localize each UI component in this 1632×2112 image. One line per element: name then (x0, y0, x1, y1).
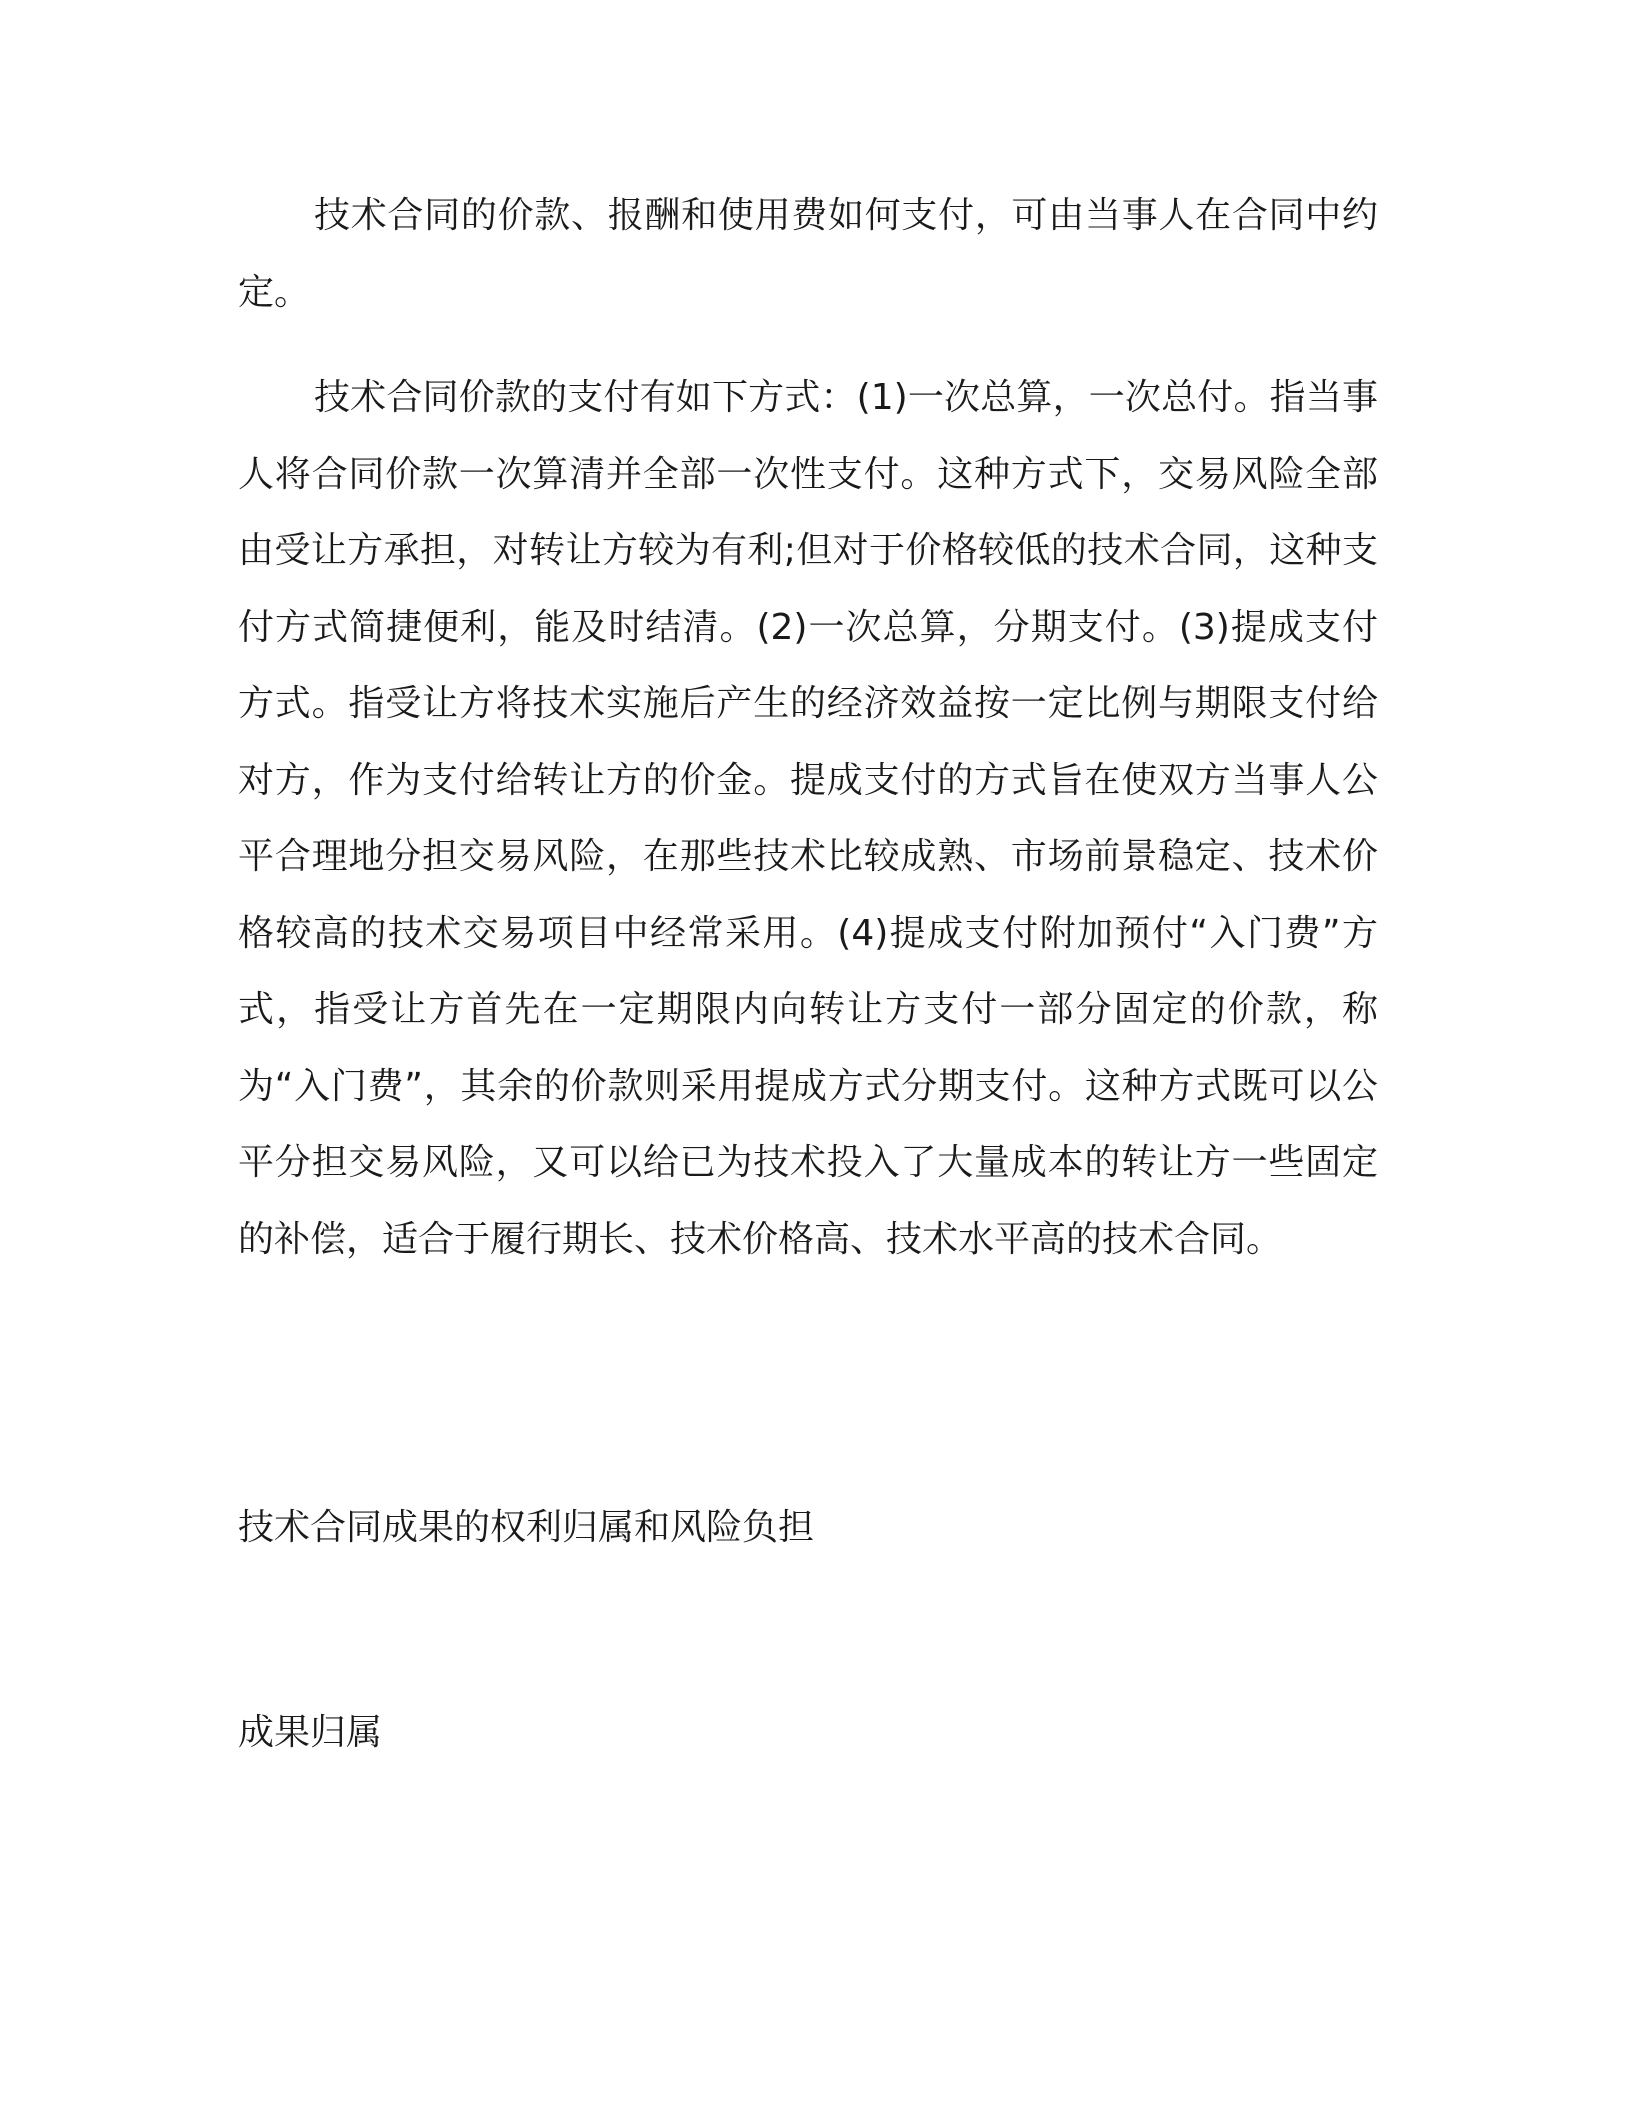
paragraph-payment-methods: 技术合同价款的支付有如下方式：(1)一次总算，一次总付。指当事人将合同价款一次算清并全部一次性支付。这种方式下，交易风险全部由受让方承担，对转让方较为有利;但对于价格较低的技术合同，这种支付方式简捷便利，能及时结清。(2)一次总算，分期支付。(3)提成支付方式。指受让方将技术实施后产生的经济效益按一定比例与期限支付给对方，作为支付给转让方的价金。提成支付的方式旨在使双方当事人公平合理地分担交易风险，在那些技术比较成熟、市场前景稳定、技术价格较高的技术交易项目中经常采用。(4)提成支付附加预付“入门费”方式，指受让方首先在一定期限内向转让方支付一部分固定的价款，称为“入门费”，其余的价款则采用提成方式分期支付。这种方式既可以公平分担交易风险，又可以给已为技术投入了大量成本的转让方一些固定的补偿，适合于履行期长、技术价格高、技术水平高的技术合同。 (238, 377, 1378, 1260)
paragraph-payment-agreement: 技术合同的价款、报酬和使用费如何支付，可由当事人在合同中约定。 (238, 195, 1378, 313)
subsection-heading-result-ownership: 成果归属 (238, 1712, 383, 1753)
section-heading-rights-and-risk: 技术合同成果的权利归属和风险负担 (238, 1507, 815, 1548)
